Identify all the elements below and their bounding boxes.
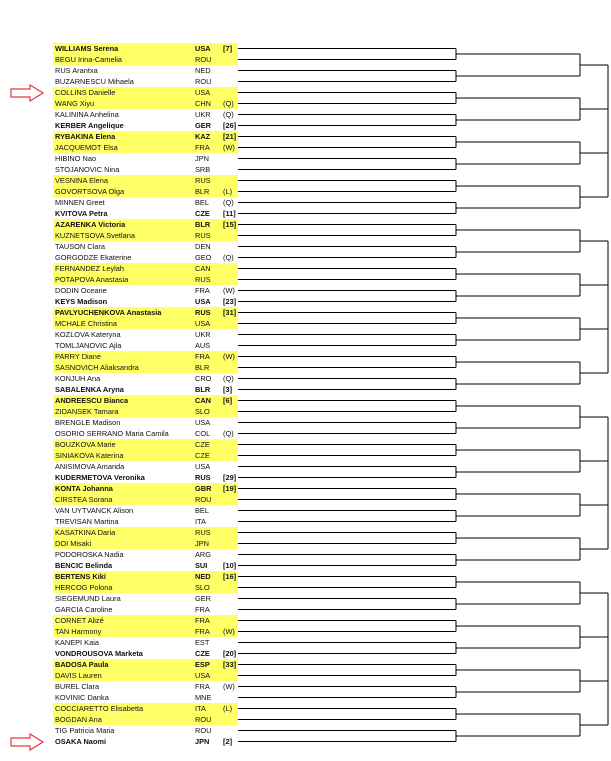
player-country: RUS: [195, 308, 211, 317]
player-seed: [23]: [223, 297, 237, 306]
player-name: STOJANOVIC Nina: [55, 165, 120, 174]
player-country: ITA: [195, 704, 206, 713]
player-seed: (Q): [223, 253, 234, 262]
player-seed: [16]: [223, 572, 237, 581]
player-name: BOUZKOVA Marie: [55, 440, 116, 449]
player-country: ROU: [195, 495, 212, 504]
player-country: DEN: [195, 242, 211, 251]
player-country: ITA: [195, 517, 206, 526]
player-country: CHN: [195, 99, 212, 108]
player-country: RUS: [195, 275, 211, 284]
player-name: AZARENKA Victoria: [55, 220, 126, 229]
player-name: VAN UYTVANCK Alison: [55, 506, 134, 515]
player-seed: (L): [223, 704, 233, 713]
player-country: CRO: [195, 374, 212, 383]
player-country: JPN: [195, 737, 210, 746]
player-country: BLR: [195, 220, 211, 229]
player-country: EST: [195, 638, 210, 647]
player-name: KUDERMETOVA Veronika: [55, 473, 145, 482]
player-name: KEYS Madison: [55, 297, 108, 306]
player-country: BLR: [195, 187, 210, 196]
player-name: TREVISAN Martina: [55, 517, 119, 526]
player-seed: [7]: [223, 44, 233, 53]
player-country: FRA: [195, 286, 210, 295]
player-name: VESNINA Elena: [55, 176, 108, 185]
player-country: RUS: [195, 176, 211, 185]
player-country: FRA: [195, 352, 210, 361]
player-name: BUZARNESCU Mihaela: [55, 77, 134, 86]
player-country: FRA: [195, 682, 210, 691]
player-seed: [31]: [223, 308, 237, 317]
player-name: OSAKA Naomi: [55, 737, 107, 746]
player-name: PAVLYUCHENKOVA Anastasia: [55, 308, 162, 317]
player-name: KONJUH Ana: [55, 374, 101, 383]
player-name: KONTA Johanna: [55, 484, 113, 493]
player-seed: [6]: [223, 396, 233, 405]
player-country: SRB: [195, 165, 211, 174]
player-name: BOGDAN Ana: [55, 715, 102, 724]
player-seed: [33]: [223, 660, 237, 669]
player-country: SLO: [195, 407, 210, 416]
player-country: FRA: [195, 627, 210, 636]
player-country: ROU: [195, 726, 212, 735]
player-country: ESP: [195, 660, 210, 669]
player-country: FRA: [195, 143, 210, 152]
player-country: ARG: [195, 550, 212, 559]
player-name: SIEGEMUND Laura: [55, 594, 121, 603]
player-name: BADOSA Paula: [55, 660, 109, 669]
player-name: ANDREESCU Bianca: [55, 396, 129, 405]
player-country: RUS: [195, 473, 211, 482]
player-name: HIBINO Nao: [55, 154, 97, 163]
player-name: KVITOVA Petra: [55, 209, 108, 218]
player-country: USA: [195, 319, 211, 328]
player-seed: [2]: [223, 737, 233, 746]
player-country: ROU: [195, 715, 212, 724]
player-country: USA: [195, 44, 211, 53]
player-seed: (L): [223, 187, 233, 196]
player-name: ZIDANSEK Tamara: [55, 407, 119, 416]
player-country: USA: [195, 297, 211, 306]
player-country: BEL: [195, 506, 209, 515]
player-country: BLR: [195, 385, 211, 394]
player-name: COCCIARETTO Elisabetta: [55, 704, 144, 713]
player-name: DAVIS Lauren: [55, 671, 102, 680]
player-country: AUS: [195, 341, 211, 350]
player-country: FRA: [195, 605, 210, 614]
player-country: SLO: [195, 583, 210, 592]
player-name: GORGODZE Ekaterine: [55, 253, 132, 262]
player-name: KERBER Angelique: [55, 121, 124, 130]
player-country: GER: [195, 594, 212, 603]
player-country: BLR: [195, 363, 210, 372]
player-name: TIG Patricia Maria: [55, 726, 115, 735]
player-seed: [21]: [223, 132, 237, 141]
player-country: MNE: [195, 693, 212, 702]
player-seed: [10]: [223, 561, 237, 570]
player-seed: [29]: [223, 473, 237, 482]
player-name: KOVINIC Danka: [55, 693, 109, 702]
player-name: CIRSTEA Sorana: [55, 495, 113, 504]
player-seed: [3]: [223, 385, 233, 394]
player-seed: (Q): [223, 99, 234, 108]
player-seed: (Q): [223, 110, 234, 119]
player-name: WILLIAMS Serena: [55, 44, 119, 53]
player-name: WANG Xiyu: [55, 99, 95, 108]
player-name: SABALENKA Aryna: [55, 385, 124, 394]
player-country: RUS: [195, 528, 211, 537]
player-country: GEO: [195, 253, 212, 262]
player-country: UKR: [195, 330, 211, 339]
player-country: USA: [195, 671, 211, 680]
player-name: TAN Harmony: [55, 627, 102, 636]
player-country: JPN: [195, 539, 209, 548]
player-country: USA: [195, 462, 211, 471]
player-country: USA: [195, 88, 211, 97]
player-name: DODIN Oceane: [55, 286, 107, 295]
player-name: FERNANDEZ Leylah: [55, 264, 124, 273]
player-name: BRENGLE Madison: [55, 418, 121, 427]
player-seed: [19]: [223, 484, 237, 493]
player-seed: (W): [223, 286, 235, 295]
player-name: TOMLJANOVIC Ajla: [55, 341, 122, 350]
player-country: USA: [195, 418, 211, 427]
player-country: FRA: [195, 616, 210, 625]
player-name: COLLINS Danielle: [55, 88, 116, 97]
player-seed: [11]: [223, 209, 236, 218]
player-name: ANISIMOVA Amanda: [55, 462, 125, 471]
player-country: SUI: [195, 561, 208, 570]
player-name: KOZLOVA Kateryna: [55, 330, 121, 339]
player-country: CZE: [195, 451, 210, 460]
player-name: KALININA Anhelina: [55, 110, 119, 119]
player-country: ROU: [195, 77, 212, 86]
player-name: RYBAKINA Elena: [55, 132, 116, 141]
player-name: SINIAKOVA Katerina: [55, 451, 124, 460]
player-country: CZE: [195, 649, 210, 658]
player-seed: [15]: [223, 220, 237, 229]
player-country: JPN: [195, 154, 209, 163]
player-name: MINNEN Greet: [55, 198, 105, 207]
player-name: CORNET Alizé: [55, 616, 104, 625]
player-seed: (Q): [223, 374, 234, 383]
player-name: KANEPI Kaia: [55, 638, 99, 647]
player-name: PARRY Diane: [55, 352, 102, 361]
player-seed: (W): [223, 143, 235, 152]
player-country: NED: [195, 66, 211, 75]
right-arrow-outline-icon: [10, 733, 44, 751]
player-name: BUREL Clara: [55, 682, 100, 691]
player-name: MCHALE Christina: [55, 319, 118, 328]
player-name: RUS Arantxa: [55, 66, 98, 75]
player-name: VONDROUSOVA Marketa: [55, 649, 143, 658]
player-country: GER: [195, 121, 212, 130]
right-arrow-outline-icon: [10, 84, 44, 102]
player-seed: (W): [223, 627, 235, 636]
player-name: PODOROSKA Nadia: [55, 550, 124, 559]
player-country: KAZ: [195, 132, 211, 141]
player-country: UKR: [195, 110, 211, 119]
player-name: BEGU Irina-Camelia: [55, 55, 122, 64]
player-name: KASATKINA Daria: [55, 528, 116, 537]
player-name: SASNOVICH Aliaksandra: [55, 363, 139, 372]
player-name: HERCOG Polona: [55, 583, 113, 592]
player-country: CAN: [195, 396, 212, 405]
player-seed: (W): [223, 352, 235, 361]
player-seed: [26]: [223, 121, 237, 130]
player-name: OSORIO SERRANO Maria Camila: [55, 429, 169, 438]
player-country: RUS: [195, 231, 211, 240]
player-seed: (Q): [223, 429, 234, 438]
player-seed: [20]: [223, 649, 237, 658]
player-name: TAUSON Clara: [55, 242, 105, 251]
player-name: DOI Misaki: [55, 539, 92, 548]
player-country: ROU: [195, 55, 212, 64]
player-country: CZE: [195, 440, 210, 449]
player-name: BERTENS Kiki: [55, 572, 106, 581]
player-name: KUZNETSOVA Svetlana: [55, 231, 135, 240]
player-name: GOVORTSOVA Olga: [55, 187, 125, 196]
player-name: BENCIC Belinda: [55, 561, 113, 570]
player-country: CZE: [195, 209, 210, 218]
player-seed: (Q): [223, 198, 234, 207]
player-name: GARCIA Caroline: [55, 605, 113, 614]
player-country: BEL: [195, 198, 209, 207]
player-country: COL: [195, 429, 211, 438]
player-seed: (W): [223, 682, 235, 691]
player-country: NED: [195, 572, 211, 581]
player-country: CAN: [195, 264, 211, 273]
player-country: GBR: [195, 484, 212, 493]
player-name: JACQUEMOT Elsa: [55, 143, 118, 152]
player-name: POTAPOVA Anastasia: [55, 275, 129, 284]
